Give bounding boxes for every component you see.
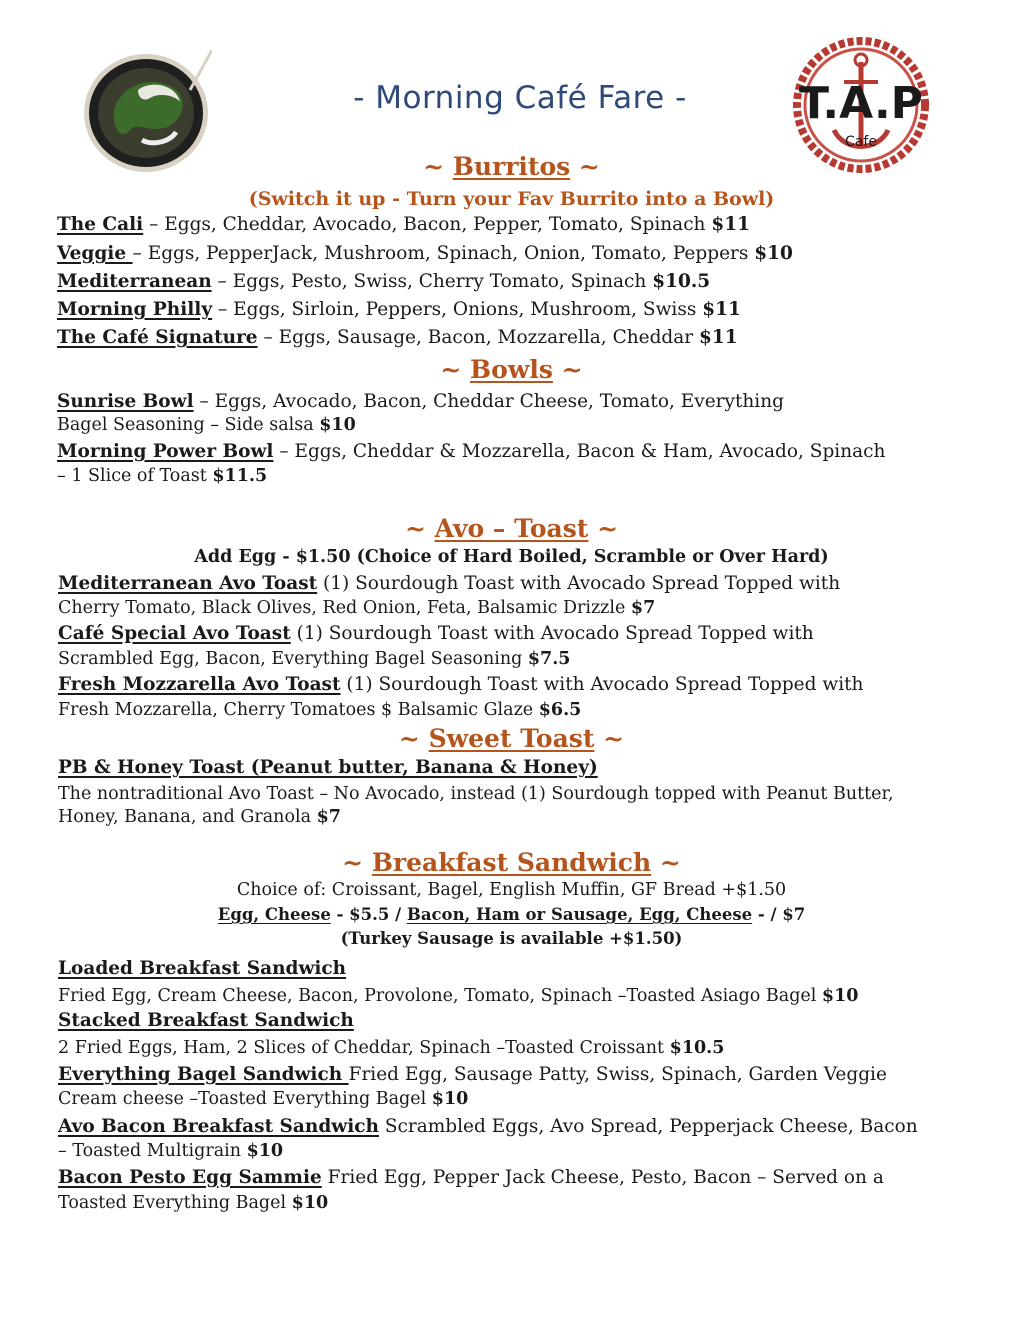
menu-item-desc: Scrambled Egg, Bacon, Everything Bagel Seasoning $7.5 (58, 649, 571, 669)
page-title: - Morning Café Fare - (353, 80, 687, 116)
menu-item-desc: Fresh Mozzarella, Cherry Tomatoes $ Balsamic Glaze $6.5 (58, 700, 582, 720)
menu-item-desc: The nontraditional Avo Toast – No Avocado, instead (1) Sourdough topped with Peanut Butter, (58, 784, 894, 804)
menu-item: Avo Bacon Breakfast Sandwich Scrambled Eggs, Avo Spread, Pepperjack Cheese, Bacon (58, 1116, 918, 1137)
menu-item-desc: Toasted Everything Bagel $10 (58, 1193, 329, 1213)
turkey-sausage-note: (Turkey Sausage is available +$1.50) (340, 929, 683, 948)
menu-item: Mediterranean Avo Toast (1) Sourdough Toast with Avocado Spread Topped with (58, 573, 841, 594)
menu-item: Stacked Breakfast Sandwich (58, 1010, 354, 1031)
sweet-toast-heading: ~ Sweet Toast ~ (398, 724, 625, 753)
menu-item: Mediterranean – Eggs, Pesto, Swiss, Cherry Tomato, Spinach $10.5 (57, 271, 711, 292)
menu-item: PB & Honey Toast (Peanut butter, Banana & Honey) (58, 757, 598, 778)
avo-toast-heading: ~ Avo – Toast ~ (404, 514, 619, 543)
menu-item-desc: – Toasted Multigrain $10 (58, 1141, 284, 1161)
cafe-logo-text: Cafe (845, 134, 877, 150)
menu-item: Bacon Pesto Egg Sammie Fried Egg, Pepper Jack Cheese, Pesto, Bacon – Served on a (58, 1167, 884, 1188)
menu-item-desc: Honey, Banana, and Granola $7 (58, 807, 341, 827)
burritos-subtitle: (Switch it up - Turn your Fav Burrito into a Bowl) (248, 188, 775, 210)
menu-item: Loaded Breakfast Sandwich (58, 958, 347, 979)
menu-item: Everything Bagel Sandwich Fried Egg, Sausage Patty, Swiss, Spinach, Garden Veggie (58, 1064, 887, 1085)
avo-toast-subtitle: Add Egg - $1.50 (Choice of Hard Boiled, Scramble or Over Hard) (194, 547, 829, 567)
breakfast-sandwich-heading: ~ Breakfast Sandwich ~ (342, 848, 681, 877)
menu-item-desc: Fried Egg, Cream Cheese, Bacon, Provolone, Tomato, Spinach –Toasted Asiago Bagel $10 (58, 986, 859, 1006)
menu-item-desc: Bagel Seasoning – Side salsa $10 (57, 415, 356, 435)
menu-item: Veggie – Eggs, PepperJack, Mushroom, Spinach, Onion, Tomato, Peppers $10 (57, 243, 793, 264)
menu-item-desc: Cream cheese –Toasted Everything Bagel $10 (58, 1089, 469, 1109)
menu-item: Morning Power Bowl – Eggs, Cheddar & Mozzarella, Bacon & Ham, Avocado, Spinach (57, 441, 886, 462)
menu-item: Sunrise Bowl – Eggs, Avocado, Bacon, Cheddar Cheese, Tomato, Everything (57, 391, 784, 412)
tap-logo-text: T.A.P (799, 78, 923, 129)
menu-item: Café Special Avo Toast (1) Sourdough Toast with Avocado Spread Topped with (58, 623, 814, 644)
menu-item-desc: Cherry Tomato, Black Olives, Red Onion, Feta, Balsamic Drizzle $7 (58, 598, 656, 618)
menu-item: The Café Signature – Eggs, Sausage, Bacon, Mozzarella, Cheddar $11 (57, 327, 738, 348)
bowls-heading: ~ Bowls ~ (440, 355, 583, 384)
menu-item-desc: 2 Fried Eggs, Ham, 2 Slices of Cheddar, Spinach –Toasted Croissant $10.5 (58, 1038, 725, 1058)
menu-item: Fresh Mozzarella Avo Toast (1) Sourdough Toast with Avocado Spread Topped with (58, 674, 864, 695)
bread-choice: Choice of: Croissant, Bagel, English Muffin, GF Bread +$1.50 (236, 880, 787, 900)
menu-item: Morning Philly – Eggs, Sirloin, Peppers, Onions, Mushroom, Swiss $11 (57, 299, 741, 320)
burritos-heading: ~ Burritos ~ (423, 152, 600, 181)
sandwich-combos: Egg, Cheese - $5.5 / Bacon, Ham or Sausage, Egg, Cheese - / $7 (217, 905, 806, 924)
menu-item-desc: – 1 Slice of Toast $11.5 (57, 466, 268, 486)
menu-item: The Cali – Eggs, Cheddar, Avocado, Bacon, Pepper, Tomato, Spinach $11 (57, 214, 750, 235)
